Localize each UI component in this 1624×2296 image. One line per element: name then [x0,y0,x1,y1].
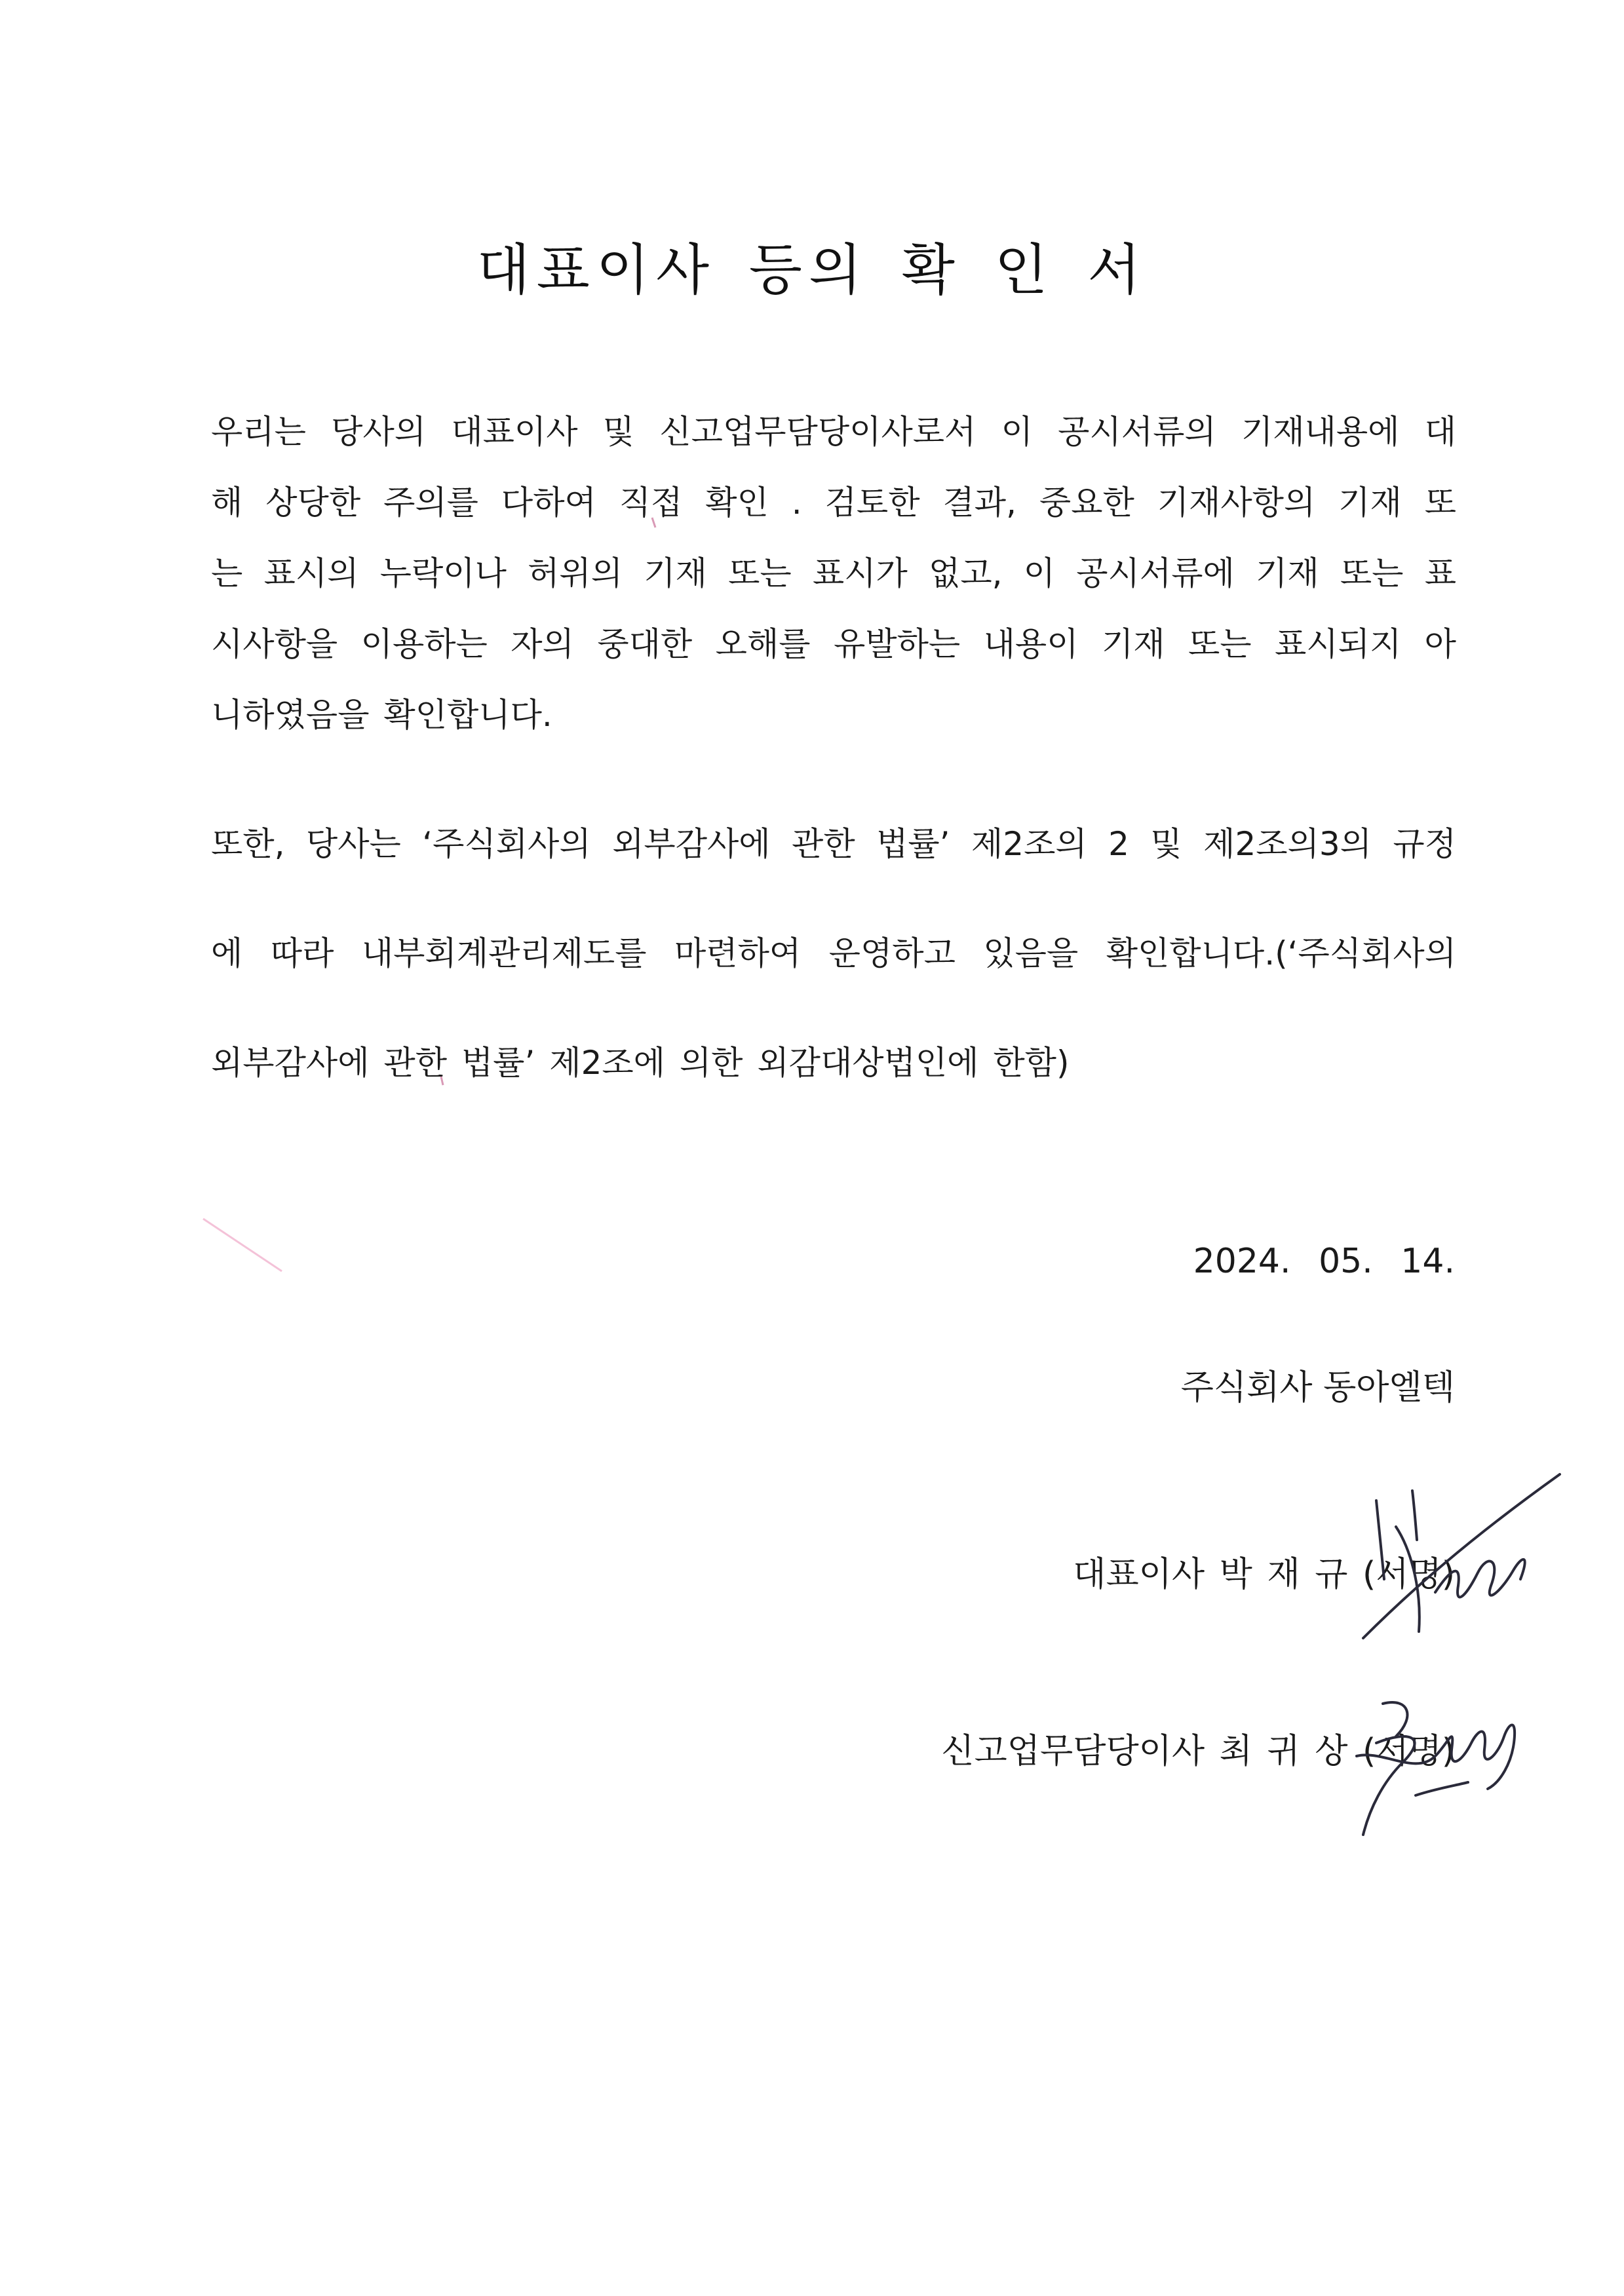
ceo-signature-line: 대표이사 박 재 규 (서명) [1073,1555,1455,1594]
paragraph-line: 는 표시의 누락이나 허위의 기재 또는 표시가 없고, 이 공시서류에 기재 또는 표 [211,554,1456,592]
officer-signature-line: 신고업무담당이사 최 귀 상 (서명) [941,1732,1455,1771]
confirmation-paragraph [211,396,1456,750]
company-name: 주식회사 동아엘텍 [1180,1368,1455,1407]
paragraph-line: 니하였음을 확인합니다. [211,696,552,734]
paragraph-line: 시사항을 이용하는 자의 중대한 오해를 유발하는 내용이 기재 또는 표시되지 아 [211,625,1456,663]
document-date: 2024. 05. 14. [1193,1242,1455,1281]
paragraph-line: 외부감사에 관한 법률’ 제2조에 의한 외감대상법인에 한함) [211,1044,1070,1082]
paragraph-line: 에 따라 내부회계관리제도를 마련하여 운영하고 있음을 확인합니다.(‘주식회사의 [211,934,1456,972]
paragraph-line: 해 상당한 주의를 다하여 직접 확인 . 검토한 결과, 중요한 기재사항의 기재 또 [211,484,1456,522]
internal-control-paragraph [211,790,1456,1118]
paragraph-line: 우리는 당사의 대표이사 및 신고업무담당이사로서 이 공시서류의 기재내용에 대 [211,413,1456,451]
paragraph-line: 또한, 당사는 ‘주식회사의 외부감사에 관한 법률’ 제2조의 2 및 제2조의3의 규정 [211,825,1456,863]
document-title: 대표이사 등의 확 인 서 [476,238,1148,302]
scan-mark [197,1212,328,1304]
